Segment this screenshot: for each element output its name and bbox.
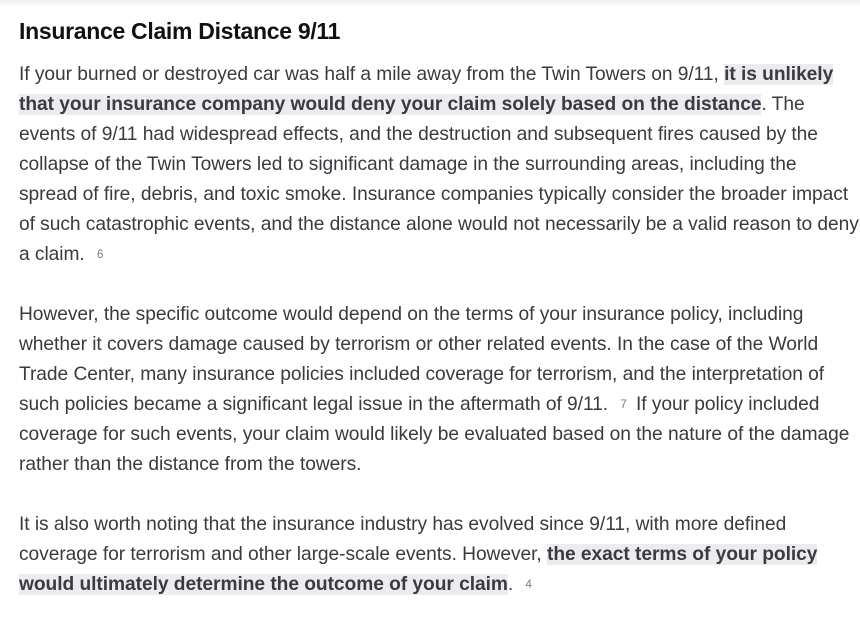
answer-paragraph-1 (19, 60, 859, 270)
paragraph-text: . The events of 9/11 had widespread effects, and the destruction and subsequent fires caused by the collapse of the Twin Towers led to significant damage in the surrounding areas, including the spread of fire, debris, and toxic smoke. Insurance companies typically consider the broader impact of such catastrophic events, and the distance alone would not necessarily be a valid reason to deny a claim. (19, 94, 859, 265)
citation-link[interactable]: 4 (525, 579, 532, 591)
answer-paragraph-3 (19, 510, 859, 600)
answer-paragraph-2 (19, 300, 859, 480)
top-fade-divider (0, 0, 860, 6)
citation-link[interactable]: 6 (97, 249, 104, 261)
answer-title: Insurance Claim Distance 9/11 (19, 18, 341, 44)
citation-link[interactable]: 7 (620, 399, 627, 411)
paragraph-text: It is also worth noting that the insurance industry has evolved since 9/11, with more defined coverage for terrorism and other large-scale events. However, (19, 514, 787, 565)
paragraph-text: If your burned or destroyed car was half a mile away from the Twin Towers on 9/11, (19, 64, 725, 85)
paragraph-text: However, the specific outcome would depend on the terms of your insurance policy, including whether it covers damage caused by terrorism or other related events. In the case of the World Trade Center, many insurance policies included coverage for terrorism, and the interpretation of such policies became a significant legal issue in the aftermath of 9/11. (19, 304, 825, 415)
paragraph-text: . (507, 574, 514, 595)
highlighted-text: the exact terms of your policy would ultimately determine the outcome of your claim (19, 544, 818, 595)
highlighted-text: it is unlikely that your insurance company would deny your claim solely based on the distance (19, 64, 834, 115)
answer-panel (19, 14, 859, 630)
paragraph-text: If your policy included coverage for such events, your claim would likely be evaluated based on the nature of the damage rather than the distance from the towers. (19, 394, 850, 475)
